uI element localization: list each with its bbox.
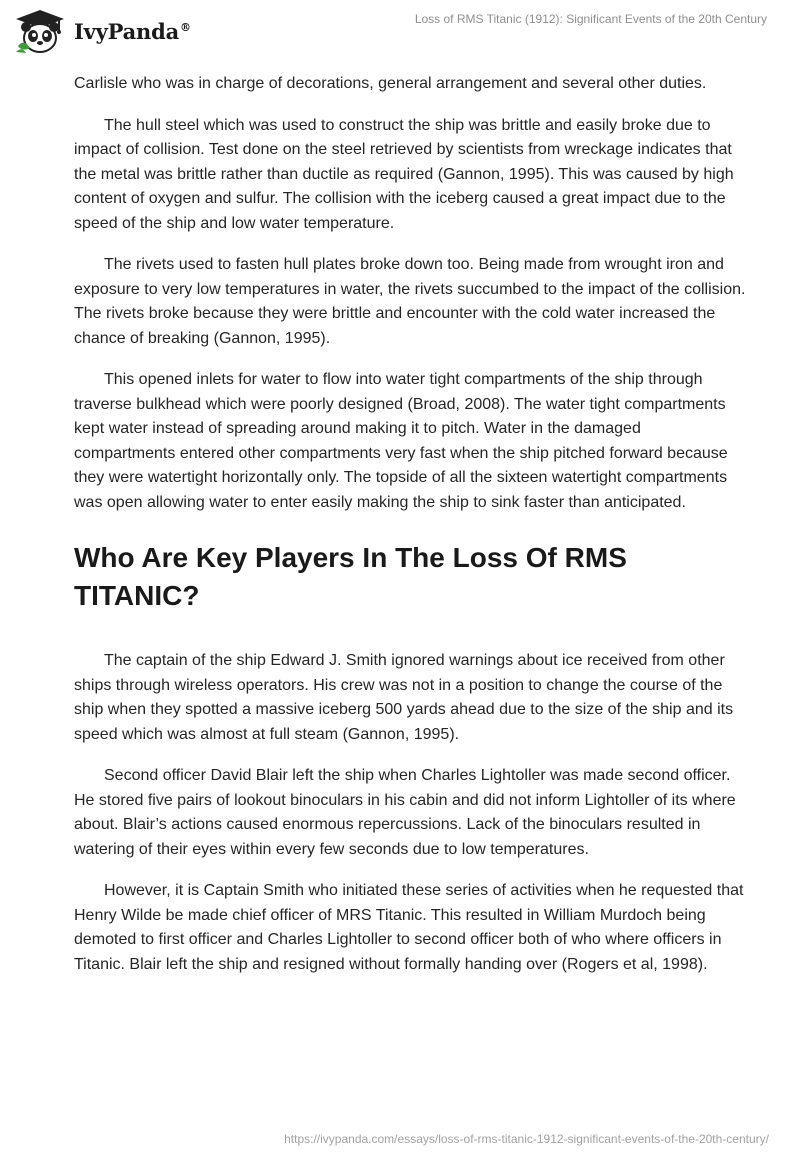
paragraph: The captain of the ship Edward J. Smith ignored warnings about ice received from other ships through wireless operators. His crew was not in a position to change the course of the ship when they spotted a massive iceberg 500 yards ahead due to the size of the ship and its speed which was almost at full steam (Gannon, 1995). xyxy=(74,652,734,743)
registered-mark: ® xyxy=(180,20,191,34)
paragraph: The rivets used to fasten hull plates broke down too. Being made from wrought iron and exposure to very low temperatures in water, the rivets succumbed to the impact of the collision. The rivets broke because they were brittle and encounter with the cold water increased the chance of breaking (Gannon, 1995). xyxy=(74,256,746,347)
paragraph: The hull steel which was used to construct the ship was brittle and easily broke due to impact of collision. Test done on the steel retrieved by scientists from wreckage indicates that the metal was brittle rather than ductile as required (Gannon, 1995). This was caused by high content of oxygen and sulfur. The collision with the iceberg caused a great impact due to the speed of the ship and low water temperature. xyxy=(74,116,734,232)
ivypanda-logo[interactable] xyxy=(14,8,191,54)
document-title: Loss of RMS Titanic (1912): Significant Events of the 20th Century xyxy=(414,12,767,26)
footer-url[interactable]: https://ivypanda.com/essays/loss-of-rms-titanic-1912-significant-events-of-the-20th-century/ xyxy=(284,1132,769,1146)
brand-name: IvyPanda® xyxy=(74,18,191,44)
paragraph: Carlisle who was in charge of decorations, general arrangement and several other duties. xyxy=(74,75,707,92)
essay-content xyxy=(74,72,746,994)
section-heading: Who Are Key Players In The Loss Of RMS TITANIC? xyxy=(74,542,627,611)
paragraph: This opened inlets for water to flow into water tight compartments of the ship through traverse bulkhead which were poorly designed (Broad, 2008). The water tight compartments kept water instead of spreading around making it to pitch. Water in the damaged compartments entered other compartments very fast when the ship pitched forward because they were watertight horizontally only. The topside of all the sixteen watertight compartments was open allowing water to enter easily making the ship to sink faster than anticipated. xyxy=(74,371,728,511)
paragraph: Second officer David Blair left the ship when Charles Lightoller was made second officer. He stored five pairs of lookout binoculars in his cabin and did not inform Lightoller of its where about. Blair’s actions caused enormous repercussions. Lack of the binoculars resulted in watering of their eyes within every few seconds due to low temperatures. xyxy=(74,767,736,858)
panda-graduate-icon xyxy=(14,8,66,54)
paragraph: However, it is Captain Smith who initiated these series of activities when he requested that Henry Wilde be made chief officer of MRS Titanic. This resulted in William Murdoch being demoted to first officer and Charles Lightoller to second officer both of who where officers in Titanic. Blair left the ship and resigned without formally handing over (Rogers et al, 1998). xyxy=(74,882,744,973)
